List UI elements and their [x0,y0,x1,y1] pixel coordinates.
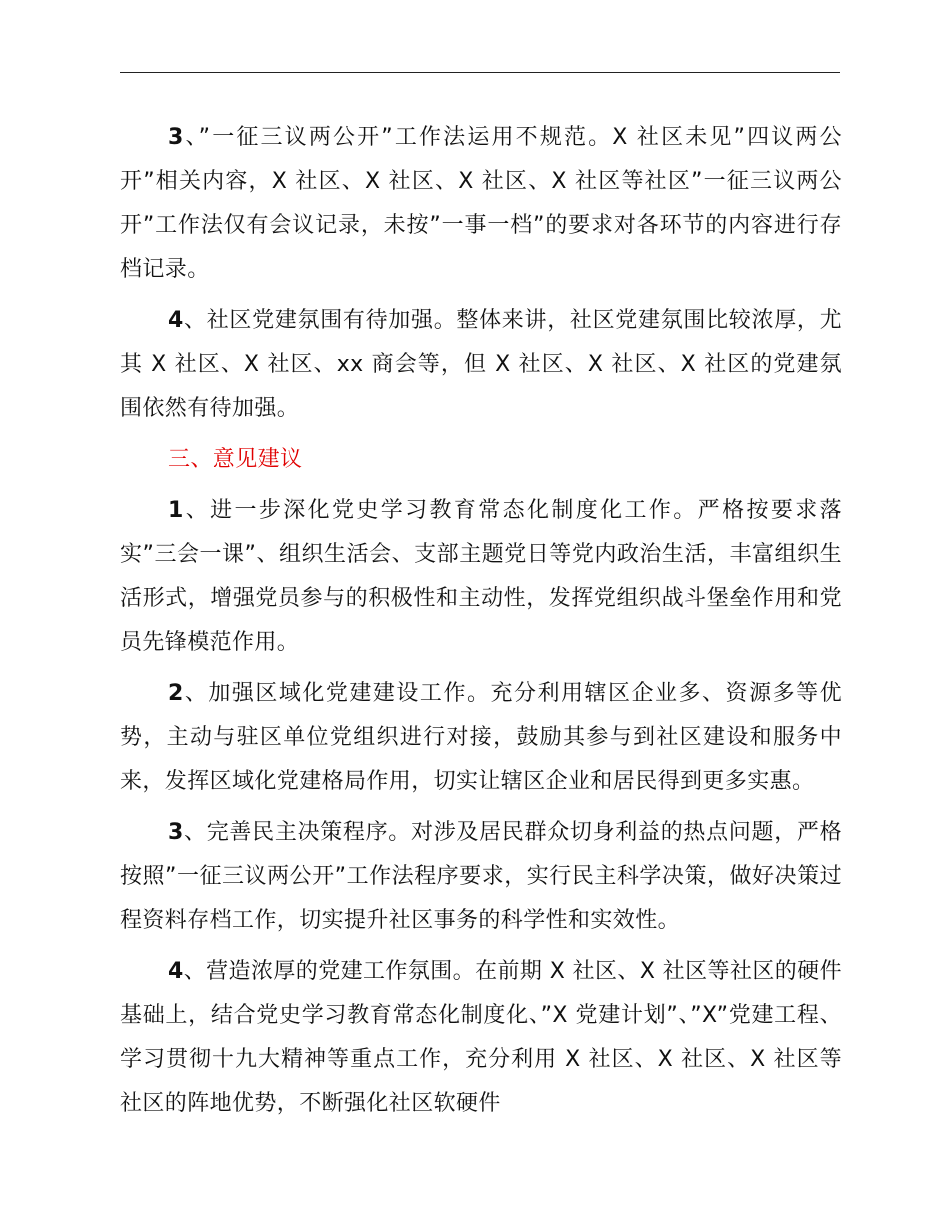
document-body [120,116,842,1133]
paragraph-text: 、营造浓厚的党建工作氛围。在前期 X 社区、X 社区等社区的硬件基础上，结合党史学习教育常态化制度化、”X 党建计划”、”X”党建工程、学习贯彻十九大精神等重点工作，充分利用 X 社区、X 社区、X 社区等社区的阵地优势，不断强化社区软硬件 [120,959,842,1116]
suggestion-paragraph-3 [120,811,842,943]
suggestion-paragraph-1 [120,489,842,665]
paragraph-text: 、”一征三议两公开”工作法运用不规范。X 社区未见”四议两公开”相关内容，X 社区、X 社区、X 社区、X 社区等社区”一征三议两公开”工作法仅有会议记录，未按”一事一档”的要求对各环节的内容进行存档记录。 [120,125,842,282]
paragraph-number: 2 [168,681,184,706]
issue-paragraph-4 [120,299,842,431]
paragraph-text: 、进一步深化党史学习教育常态化制度化工作。严格按要求落实”三会一课”、组织生活会、支部主题党日等党内政治生活，丰富组织生活形式，增强党员参与的积极性和主动性，发挥党组织战斗堡垒作用和党员先锋模范作用。 [120,498,842,655]
section-heading: 三、意见建议 [168,447,303,472]
suggestion-paragraph-2 [120,672,842,804]
paragraph-text: 、完善民主决策程序。对涉及居民群众切身利益的热点问题，严格按照”一征三议两公开”工作法程序要求，实行民主科学决策，做好决策过程资料存档工作，切实提升社区事务的科学性和实效性。 [120,820,842,933]
paragraph-text: 、社区党建氛围有待加强。整体来讲，社区党建氛围比较浓厚，尤其 X 社区、X 社区、xx 商会等，但 X 社区、X 社区、X 社区的党建氛围依然有待加强。 [120,308,842,421]
paragraph-number: 3 [168,125,184,150]
paragraph-number: 4 [168,959,184,984]
paragraph-number: 3 [168,820,184,845]
paragraph-text: 、加强区域化党建建设工作。充分利用辖区企业多、资源多等优势，主动与驻区单位党组织进行对接，鼓励其参与到社区建设和服务中来，发挥区域化党建格局作用，切实让辖区企业和居民得到更多实惠。 [120,681,842,794]
header-rule [120,72,840,73]
paragraph-number: 1 [168,498,184,523]
suggestion-paragraph-4 [120,950,842,1126]
issue-paragraph-3 [120,116,842,292]
paragraph-number: 4 [168,308,184,333]
